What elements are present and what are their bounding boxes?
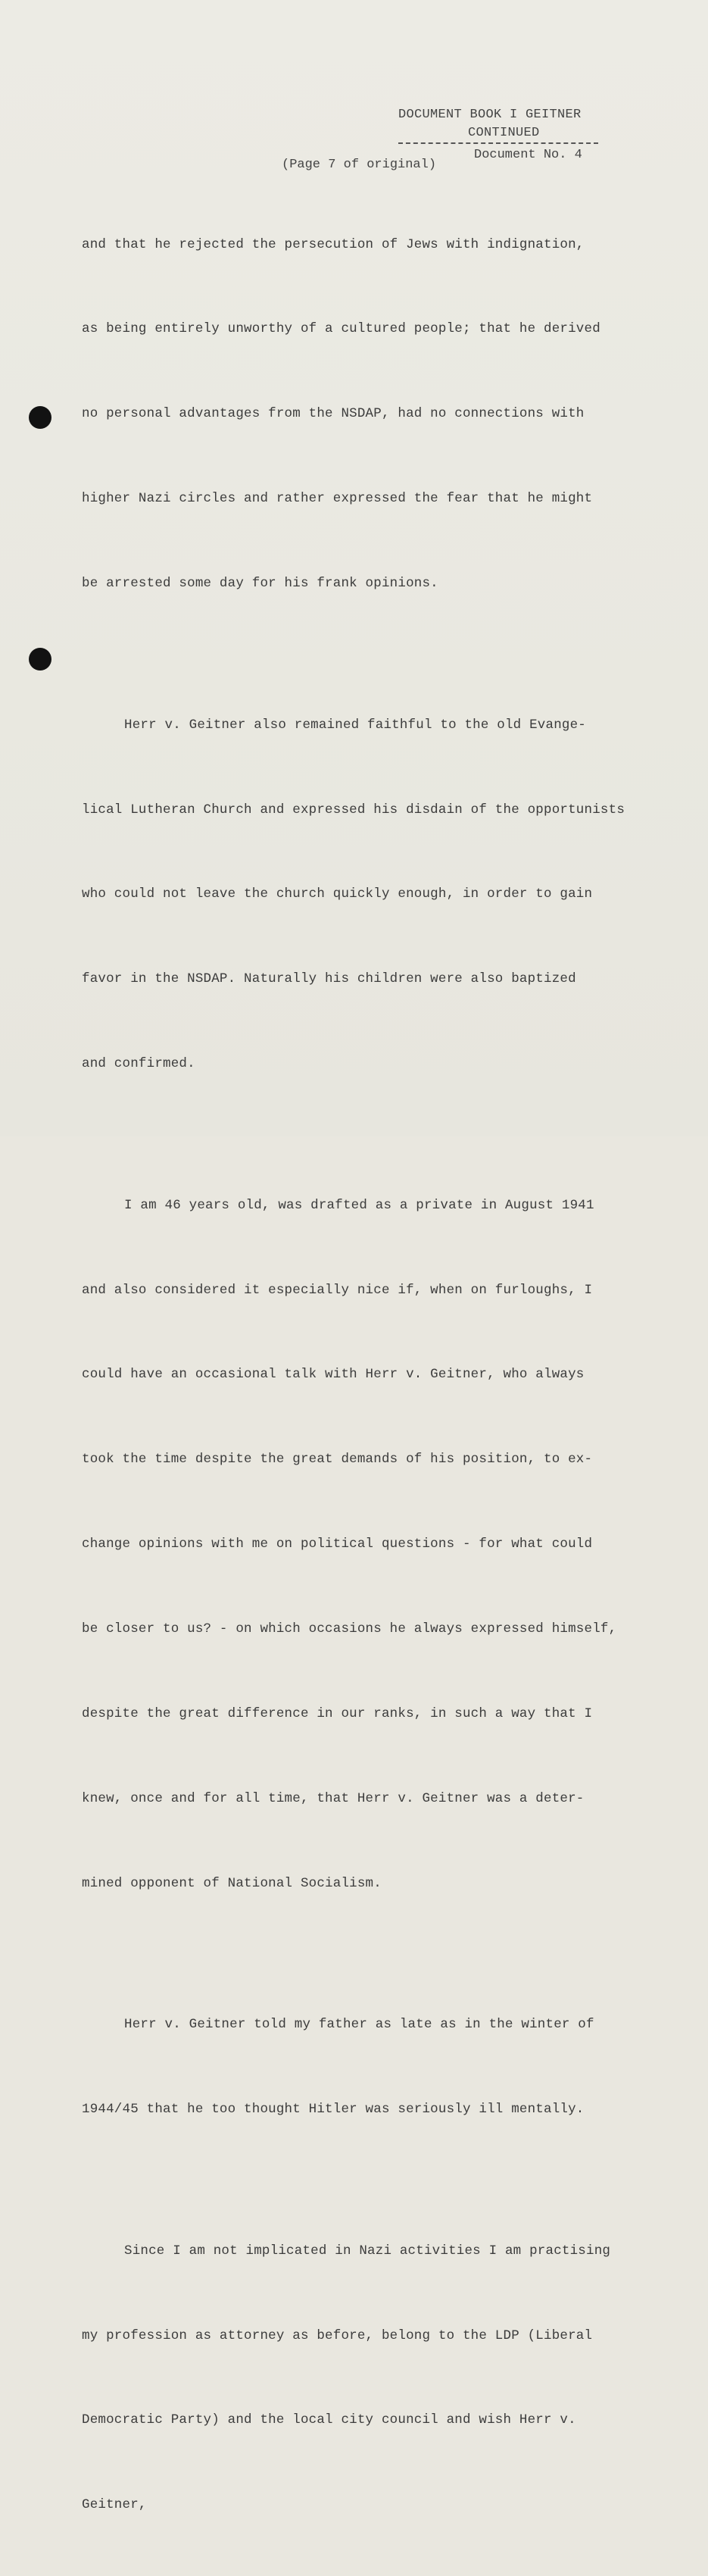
text-line: be arrested some day for his frank opinions. [82,576,438,592]
paragraph [82,174,680,655]
text-line: be closer to us? - on which occasions he always expressed himself, [82,1621,617,1637]
punch-hole [29,406,51,429]
text-line: Since I am not implicated in Nazi activities I am practising [124,2243,611,2259]
text-line: as being entirely unworthy of a cultured people; that he derived [82,321,600,337]
text-line: higher Nazi circles and rather expressed the fear that he might [82,491,593,507]
text-line: Geitner, [82,2497,147,2513]
header-dashed-rule [398,130,598,144]
text-line: my profession as attorney as before, belong to the LDP (Liberal [82,2327,593,2343]
document-number: Document No. 4 [474,148,582,162]
text-line: 1944/45 that he too thought Hitler was seriously ill mentally. [82,2102,585,2118]
text-line: Herr v. Geitner also remained faithful to the old Evange- [124,717,586,733]
header-continued: CONTINUED [468,126,540,140]
paragraph [82,1135,680,1955]
text-line: Herr v. Geitner told my father as late as in the winter of [124,2017,594,2033]
page-reference: (Page 7 of original) [282,158,437,172]
text-line: knew, once and for all time, that Herr v. Geitner was a deter- [82,1790,585,1806]
text-line: lical Lutheran Church and expressed his disdain of the opportunists [82,802,625,818]
text-line: change opinions with me on political questions - for what could [82,1537,593,1552]
text-line: took the time despite the great demands of his position, to ex- [82,1452,593,1468]
header-title: DOCUMENT BOOK I GEITNER [398,108,582,122]
text-line: favor in the NSDAP. Naturally his children were also baptized [82,971,576,987]
text-line: who could not leave the church quickly enough, in order to gain [82,886,593,902]
text-line: no personal advantages from the NSDAP, had no connections with [82,406,585,422]
text-line: and that he rejected the persecution of Jews with indignation, [82,236,585,252]
text-line: could have an occasional talk with Herr v. Geitner, who always [82,1367,585,1383]
paragraph [82,2181,680,2576]
text-line: mined opponent of National Socialism. [82,1875,382,1891]
text-line: and confirmed. [82,1056,195,1072]
paragraph [82,1955,680,2181]
document-body [82,174,680,2576]
text-line: and also considered it especially nice if, when on furloughs, I [82,1282,593,1298]
text-line: I am 46 years old, was drafted as a private in August 1941 [124,1197,594,1213]
text-line: despite the great difference in our ranks, in such a way that I [82,1706,593,1722]
paragraph [82,655,680,1135]
text-line: Democratic Party) and the local city council and wish Herr v. [82,2412,576,2428]
punch-hole [29,648,51,671]
